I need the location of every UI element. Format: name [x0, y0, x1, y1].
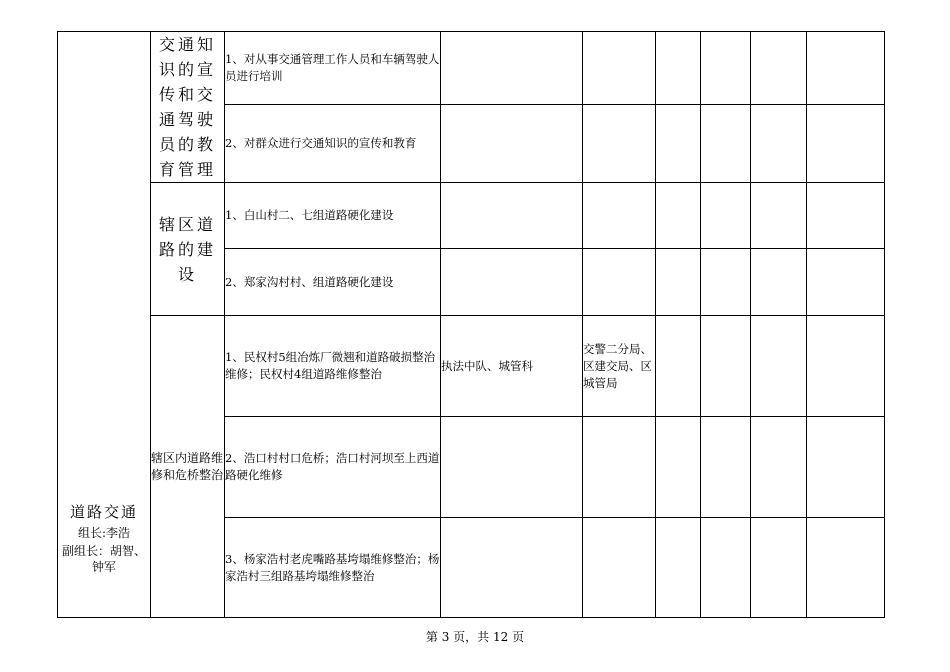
empty-cell: [656, 518, 701, 618]
group-cell: [58, 32, 151, 618]
responsible-cell: [441, 104, 583, 182]
empty-cell: [807, 183, 885, 249]
group-name: 道路交通: [69, 503, 138, 521]
task-text: 2、对群众进行交通知识的宣传和教育: [225, 135, 417, 150]
empty-cell: [701, 316, 751, 417]
responsible-cell: [441, 32, 583, 105]
empty-cell: [751, 104, 807, 182]
empty-cell: [807, 104, 885, 182]
cooperating-cell: [583, 316, 656, 417]
task-text: 2、郑家沟村村、组道路硬化建设: [225, 274, 394, 289]
empty-cell: [751, 518, 807, 618]
task-cell: [225, 104, 441, 182]
group-deputy: 副组长：胡智、钟军: [61, 544, 146, 574]
empty-cell: [701, 104, 751, 182]
responsible-cell: [441, 183, 583, 249]
group-leader: 组长:李浩: [77, 526, 131, 540]
cooperating-cell: [583, 183, 656, 249]
task-text: 1、民权村5组冶炼厂微翘和道路破损整治维修；民权村4组道路维修整治: [225, 350, 436, 381]
responsible-text: 执法中队、城管科: [441, 358, 533, 373]
empty-cell: [656, 417, 701, 518]
category-text: 交通知识的宣传和交通驾驶员的教育管理: [158, 35, 216, 179]
empty-cell: [807, 316, 885, 417]
task-cell: [225, 417, 441, 518]
empty-cell: [656, 249, 701, 316]
task-text: 2、浩口村村口危桥；浩口村河坝至上西道路硬化维修: [225, 451, 440, 482]
cooperating-cell: [583, 518, 656, 618]
category-text: 辖区道路的建设: [158, 214, 216, 284]
empty-cell: [701, 518, 751, 618]
empty-cell: [807, 518, 885, 618]
task-cell: [225, 316, 441, 417]
task-cell: [225, 183, 441, 249]
responsible-cell: [441, 417, 583, 518]
empty-cell: [751, 183, 807, 249]
empty-cell: [701, 249, 751, 316]
cooperating-cell: [583, 32, 656, 105]
empty-cell: [701, 32, 751, 105]
table-row: [58, 316, 885, 417]
empty-cell: [807, 32, 885, 105]
empty-cell: [656, 104, 701, 182]
empty-cell: [751, 32, 807, 105]
task-text: 1、白山村二、七组道路硬化建设: [225, 208, 394, 222]
category-text: 辖区内道路维修和危桥整治: [151, 450, 224, 482]
responsible-cell: [441, 518, 583, 618]
table-row: [58, 32, 885, 105]
table-row: [58, 183, 885, 249]
category-cell: [151, 316, 225, 618]
empty-cell: [656, 32, 701, 105]
task-cell: [225, 32, 441, 105]
cooperating-cell: [583, 104, 656, 182]
task-text: 1、对从事交通管理工作人员和车辆驾驶人员进行培训: [225, 51, 440, 83]
work-plan-table: [57, 31, 885, 618]
task-cell: [225, 249, 441, 316]
task-text: 3、杨家浩村老虎嘴路基垮塌维修整治；杨家浩村三组路基垮塌维修整治: [225, 551, 440, 583]
page-footer: 第 3 页，共 12 页: [425, 630, 525, 644]
empty-cell: [751, 249, 807, 316]
responsible-cell: [441, 316, 583, 417]
cooperating-text: 交警二分局、区建交局、区城管局: [583, 341, 652, 390]
cooperating-cell: [583, 249, 656, 316]
empty-cell: [701, 417, 751, 518]
cooperating-cell: [583, 417, 656, 518]
category-cell: [151, 183, 225, 316]
empty-cell: [751, 316, 807, 417]
empty-cell: [656, 183, 701, 249]
responsible-cell: [441, 249, 583, 316]
empty-cell: [656, 316, 701, 417]
task-cell: [225, 518, 441, 618]
empty-cell: [751, 417, 807, 518]
empty-cell: [701, 183, 751, 249]
category-cell: [151, 32, 225, 183]
empty-cell: [807, 417, 885, 518]
empty-cell: [807, 249, 885, 316]
